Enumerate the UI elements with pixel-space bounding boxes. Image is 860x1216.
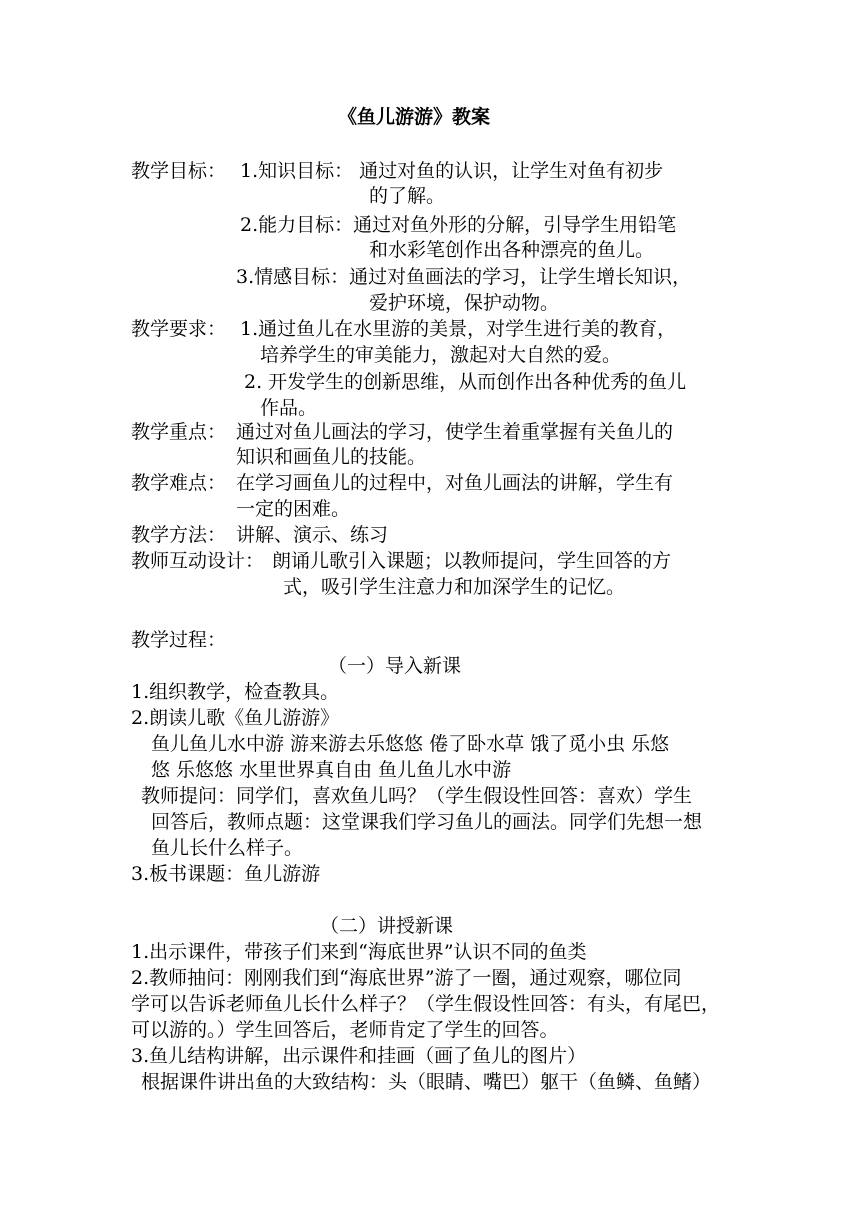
section1-line3: 3.板书课题：鱼儿游游	[131, 863, 321, 885]
process-label: 教学过程：	[131, 629, 227, 651]
section2-heading: （二）讲授新课	[320, 915, 454, 937]
objectives-label: 教学目标：	[131, 160, 227, 182]
section2-line2b: 学可以告诉老师鱼儿长什么样子？（学生假设性回答：有头，有尾巴，	[131, 993, 721, 1015]
difficulties-line2: 一定的困难。	[236, 498, 351, 520]
section2-line1: 1.出示课件，带孩子们来到“海底世界”认识不同的鱼类	[131, 941, 587, 963]
section2-line3: 3.鱼儿结构讲解，出示课件和挂画（画了鱼儿的图片）	[131, 1045, 587, 1067]
requirement-2-line2: 作品。	[260, 397, 318, 419]
section1-line1: 1.组织教学，检查教具。	[131, 681, 340, 703]
objective-2-line1: 2.能力目标：通过对鱼外形的分解，引导学生用铅笔	[240, 214, 677, 236]
question-line3: 鱼儿长什么样子。	[151, 837, 304, 859]
requirements-label: 教学要求：	[131, 318, 227, 340]
methods-text: 讲解、演示、练习	[236, 524, 389, 546]
difficulties-line1: 在学习画鱼儿的过程中，对鱼儿画法的讲解，学生有	[236, 472, 674, 494]
requirement-1-line2: 培养学生的审美能力，激起对大自然的爱。	[260, 344, 622, 366]
key-points-label: 教学重点：	[131, 421, 227, 443]
section2-line2c: 可以游的。）学生回答后，老师肯定了学生的回答。	[131, 1019, 559, 1041]
objective-3-line1: 3.情感目标：通过对鱼画法的学习，让学生增长知识，	[236, 266, 692, 288]
requirement-2-line1: 2. 开发学生的创新思维，从而创作出各种优秀的鱼儿	[244, 371, 687, 393]
document-title: 《鱼儿游游》教案	[338, 106, 491, 128]
section2-line2a: 2.教师抽问：刚刚我们到“海底世界”游了一圈，通过观察，哪位同	[131, 967, 682, 989]
difficulties-label: 教学难点：	[131, 472, 227, 494]
methods-label: 教学方法：	[131, 524, 227, 546]
objective-1-line2: 的了解。	[369, 185, 446, 207]
interaction-line1: 朗诵儿歌引入课题；以教师提问，学生回答的方	[272, 550, 672, 572]
poem-line2: 悠 乐悠悠 水里世界真自由 鱼儿鱼儿水中游	[151, 759, 512, 781]
section2-line4: 根据课件讲出鱼的大致结构：头（眼睛、嘴巴）躯干（鱼鳞、鱼鳍）	[141, 1071, 712, 1093]
question-line1: 教师提问：同学们，喜欢鱼儿吗？（学生假设性回答：喜欢）学生	[141, 785, 693, 807]
objective-3-line2: 爱护环境，保护动物。	[369, 292, 560, 314]
key-points-line2: 知识和画鱼儿的技能。	[236, 446, 427, 468]
objective-2-line2: 和水彩笔创作出各种漂亮的鱼儿。	[369, 239, 655, 261]
requirement-1-line1: 1.通过鱼儿在水里游的美景，对学生进行美的教育，	[240, 318, 677, 340]
question-line2: 回答后，教师点题：这堂课我们学习鱼儿的画法。同学们先想一想	[151, 811, 703, 833]
poem-line1: 鱼儿鱼儿水中游 游来游去乐悠悠 倦了卧水草 饿了觅小虫 乐悠	[151, 733, 670, 755]
objective-1-line1: 1.知识目标： 通过对鱼的认识，让学生对鱼有初步	[240, 160, 664, 182]
key-points-line1: 通过对鱼儿画法的学习，使学生着重掌握有关鱼儿的	[236, 421, 674, 443]
section1-heading: （一）导入新课	[328, 655, 462, 677]
interaction-line2: 式，吸引学生注意力和加深学生的记忆。	[283, 576, 626, 598]
section1-line2: 2.朗读儿歌《鱼儿游游》	[131, 707, 340, 729]
interaction-label: 教师互动设计：	[131, 550, 265, 572]
